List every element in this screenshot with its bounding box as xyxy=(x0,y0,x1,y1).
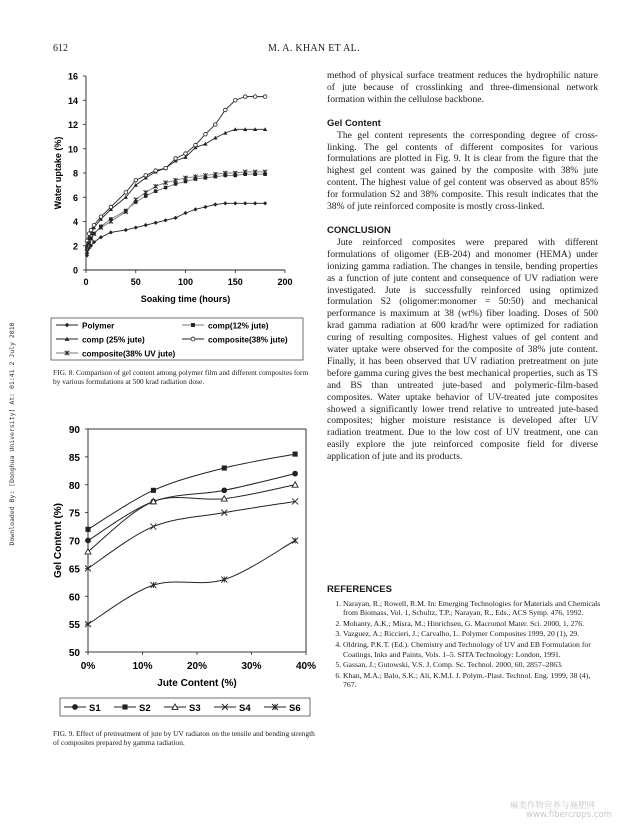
fig9-legend xyxy=(64,703,301,714)
fig8-series-line xyxy=(87,203,265,255)
watermark-line-1: 麻类作物营养与施肥网 xyxy=(510,801,596,811)
fig8-x-axis-label: Soaking time (hours) xyxy=(140,294,231,304)
fig9-legend-label: S3 xyxy=(189,702,201,714)
fig8-data-point xyxy=(263,95,267,99)
watermark-line-2: www.fibercrops.com xyxy=(526,810,612,820)
fig8-data-point xyxy=(85,253,89,257)
fig8-y-tick-label: 14 xyxy=(67,95,78,106)
fig8-data-point xyxy=(124,191,128,195)
fig9-data-point xyxy=(292,471,298,477)
fig8-data-point xyxy=(144,223,148,227)
fig8-legend-label: composite(38% UV jute) xyxy=(82,349,176,359)
references-section xyxy=(327,585,602,691)
fig9-caption: FIG. 9. Effect of pretreatment of jute by UV radiaton on the tensile and bending strength of composites prepared by gamma radiation. xyxy=(53,729,315,747)
gel-content-paragraph: The gel content represents the corresponding degree of cross-linking. The gel contents of different composites for various formulations are plotted in Fig. 9. It is clear from the figure that the highest gel content was gained by the composite with 38% jute content. The highest value of gel content was observed as about 85% for formulation S2 and 38% composite. This result indicates that the 38% of jute reinforced composite is mostly cross-linked. xyxy=(327,129,598,213)
fig9-data-point xyxy=(85,538,91,544)
fig8-data-point xyxy=(89,228,93,232)
fig8-legend-label: comp(12% jute) xyxy=(208,321,269,331)
fig8-data-point xyxy=(134,198,138,202)
fig9-y-tick-label: 75 xyxy=(68,508,80,520)
fig8-y-tick-label: 4 xyxy=(72,217,78,227)
fig8-data-point xyxy=(203,205,207,209)
fig8-data-point xyxy=(164,166,168,170)
fig8-data-point xyxy=(243,201,247,205)
fig9-data-point xyxy=(221,577,227,583)
fig8-x-tick-label: 150 xyxy=(227,277,243,287)
fig9-data-point xyxy=(222,465,227,470)
fig8-x-tick-label: 100 xyxy=(177,277,194,287)
fig8-x-tick-label: 200 xyxy=(277,277,293,287)
fig8-data-point xyxy=(154,189,158,193)
fig8-data-point xyxy=(109,230,113,234)
page-number: 612 xyxy=(53,43,68,54)
fig8-data-point xyxy=(144,190,148,194)
fig9-x-axis-label: Jute Content (%) xyxy=(157,678,237,689)
fig8-data-point xyxy=(184,152,188,156)
fig8-data-point xyxy=(214,123,218,127)
fig9-chart xyxy=(48,420,317,725)
fig9-legend-label: S1 xyxy=(89,702,101,714)
fig8-data-point xyxy=(144,174,148,178)
fig8-data-point xyxy=(164,186,168,190)
fig8-legend-marker xyxy=(191,337,195,341)
fig8-series-line xyxy=(87,129,265,245)
reference-item: 1. Narayan, R.; Rowell, R.M. In: Emerging Technologies for Materials and Chemicals from Biomass, Vol. 1, Schultz, T.P.; Narayan, R., Eds., ACS Symp. 476, 1992. xyxy=(343,599,602,618)
fig8-data-point xyxy=(174,182,178,186)
fig8-data-point xyxy=(99,215,103,219)
fig8-data-point xyxy=(134,178,138,182)
fig8-chart xyxy=(48,62,308,362)
fig8-y-tick-label: 0 xyxy=(72,265,78,276)
fig8-data-point xyxy=(194,143,198,147)
fig9-legend-marker xyxy=(72,704,78,710)
fig8-y-tick-label: 10 xyxy=(67,144,78,155)
fig9-data-point xyxy=(85,527,90,532)
fig8-y-tick-label: 2 xyxy=(72,241,78,252)
fig9-y-tick-label: 80 xyxy=(68,480,80,492)
fig9-x-tick-label: 30% xyxy=(241,661,262,672)
reference-item: 6. Khan, M.A.; Balo, S.K.; Ali, K.M.I. J. Polym.-Plast. Technol. Eng. 1999, 38 (4), 767. xyxy=(343,671,602,690)
fig9-data-point xyxy=(151,488,156,493)
fig8-data-point xyxy=(184,180,188,184)
download-stamp: Downloaded By: [Donghua University] At: 01:41 2 July 2010 xyxy=(8,322,16,546)
fig8-data-point xyxy=(154,221,158,225)
fig9-legend-label: S6 xyxy=(289,702,301,714)
fig8-data-point xyxy=(109,205,113,209)
fig9-legend-label: S4 xyxy=(239,702,251,714)
fig8-data-point xyxy=(92,223,96,227)
references-list xyxy=(327,599,602,690)
fig8-y-tick-label: 16 xyxy=(67,71,78,82)
fig9-data-point xyxy=(292,538,298,544)
fig9-y-tick-label: 60 xyxy=(68,592,80,604)
fig9-series-line xyxy=(88,474,295,541)
reference-item: 3. Vazguez, A.; Riccieri, J.; Carvalho, L. Polymer Composites 1999, 20 (1), 29. xyxy=(343,629,602,639)
fig8-data-point xyxy=(233,98,237,102)
fig8-legend xyxy=(56,321,288,358)
fig9-data-point xyxy=(150,582,156,588)
fig8-data-point xyxy=(87,232,91,236)
fig8-legend-label: composite(38% jute) xyxy=(208,335,288,345)
fig8-data-point xyxy=(174,157,178,161)
fig9-plot-area xyxy=(53,425,316,689)
text-column xyxy=(327,70,598,463)
fig8-y-tick-label: 12 xyxy=(67,120,78,130)
fig8-legend-label: comp (25% jute) xyxy=(82,335,145,345)
fig8-y-axis-label: Water uptake (%) xyxy=(53,136,63,210)
fig8-data-point xyxy=(173,216,177,220)
fig8-x-tick-label: 50 xyxy=(130,277,141,287)
fig9-data-point xyxy=(221,487,227,493)
reference-item: 4. Oldring, P.K.T. (Ed.). Chemistry and Technology of UV and EB Formulation for Coatings, Inks and Paints, Vols. 1–5. SITA Technology: London, 1991. xyxy=(343,640,602,659)
fig9-y-axis-label: Gel Content (%) xyxy=(53,503,64,578)
fig8-data-point xyxy=(243,95,247,99)
references-heading: REFERENCES xyxy=(327,584,392,595)
fig8-legend-marker xyxy=(191,323,195,327)
fig9-y-tick-label: 85 xyxy=(68,452,80,464)
fig8-data-point xyxy=(263,201,267,205)
fig9-data-point xyxy=(293,452,298,457)
fig9-legend-marker xyxy=(122,704,127,709)
fig9-x-tick-label: 20% xyxy=(186,661,208,672)
fig9-plot-frame xyxy=(88,429,306,652)
fig9-data-point xyxy=(150,524,156,530)
fig8-data-point xyxy=(233,201,237,205)
fig8-legend-label: Polymer xyxy=(82,321,115,331)
fig8-data-point xyxy=(213,136,217,140)
fig9-legend-label: S2 xyxy=(139,702,151,714)
intro-paragraph: method of physical surface treatment reduces the hydrophilic nature of jute because of crosslinking and three-dimensional network formation within the cellulose backbone. xyxy=(327,70,598,105)
fig8-caption: FIG. 8. Comparison of gel content among polymer film and different composites form by various formulations at 500 krad radiation dose. xyxy=(53,368,309,386)
fig8-data-point xyxy=(134,225,138,229)
fig8-data-point xyxy=(213,202,217,206)
fig8-y-tick-label: 8 xyxy=(72,168,78,179)
fig8-data-point xyxy=(253,201,257,205)
running-title: M. A. KHAN ET AL. xyxy=(268,43,360,54)
conclusion-heading: CONCLUSION xyxy=(327,224,391,236)
reference-item: 2. Mohanty, A.K.; Misra, M.; Hinrichsen, G. Macromol Mater. Sci. 2000, 1, 276. xyxy=(343,619,602,629)
fig8-data-point xyxy=(154,169,158,173)
fig8-x-tick-label: 0 xyxy=(83,277,89,287)
reference-item: 5. Gassan, J.; Gutowski, V.S. J. Comp. Sc. Technol. 2000, 60, 2857–2863. xyxy=(343,660,602,670)
fig9-series-line xyxy=(88,485,295,552)
fig8-data-point xyxy=(204,132,208,136)
fig9-x-tick-label: 0% xyxy=(80,661,96,672)
fig8-data-point xyxy=(164,218,168,222)
fig8-data-point xyxy=(253,95,257,99)
fig8-data-point xyxy=(154,184,158,188)
conclusion-paragraph: Jute reinforced composites were prepared with different formulations of oligomer (EB-204) and monomer (HEMA) under ionizing gamma radiation. The changes in tensile, bending properties as a function of jute content and consequence of UV radiation were investigated. Jute is successfully reinforced using optimized formulation S2 (oligomer:monomer = 50:50) and mechanical performance is maximum at 38 (wt%) fiber loading. Doses of 500 krad gamma radiation at 600 krad/hr were optimized for radiation curing of resulting composites. Highest values of gel content and water uptake were observed for the composite of 38% jute content. Finally, it has been observed that UV radiation pretreatment on jute before gamma curing gives the best mechanical properties, such as TS and BS than untreated jute-based and polymeric-film-based composites. Water uptake behavior of UV-treated jute composites showed a significantly lower trend relative to untreated jute-based composites; higher moisture resistance is developed after UV radiation treatment. Due to the low cost of UV treatment, one can easily explore the jute reinforced composite field for diverse application of jute and its products. xyxy=(327,236,598,463)
fig8-legend-marker xyxy=(65,323,70,328)
fig8-plot-area xyxy=(53,72,293,305)
fig8-data-point xyxy=(193,207,197,211)
fig9-data-point xyxy=(292,482,298,487)
fig8-data-point xyxy=(223,201,227,205)
gel-content-heading: Gel Content xyxy=(327,117,381,129)
fig9-y-tick-label: 90 xyxy=(68,425,80,436)
fig9-x-tick-label: 40% xyxy=(295,661,317,672)
fig8-data-point xyxy=(224,108,228,112)
fig9-y-tick-label: 55 xyxy=(68,620,80,632)
fig8-data-point xyxy=(109,219,113,223)
fig8-data-point xyxy=(203,142,207,146)
fig8-data-point xyxy=(124,228,128,232)
fig9-x-tick-label: 10% xyxy=(132,661,153,672)
fig8-data-point xyxy=(85,250,89,254)
fig9-y-tick-label: 65 xyxy=(68,564,80,576)
fig8-data-point xyxy=(183,211,187,215)
fig9-series-line xyxy=(88,501,295,568)
fig8-data-point xyxy=(144,194,148,198)
fig9-series-line xyxy=(88,541,295,625)
fig8-y-tick-label: 6 xyxy=(72,192,78,203)
fig9-y-tick-label: 50 xyxy=(68,648,80,659)
fig9-y-tick-label: 70 xyxy=(68,536,80,548)
